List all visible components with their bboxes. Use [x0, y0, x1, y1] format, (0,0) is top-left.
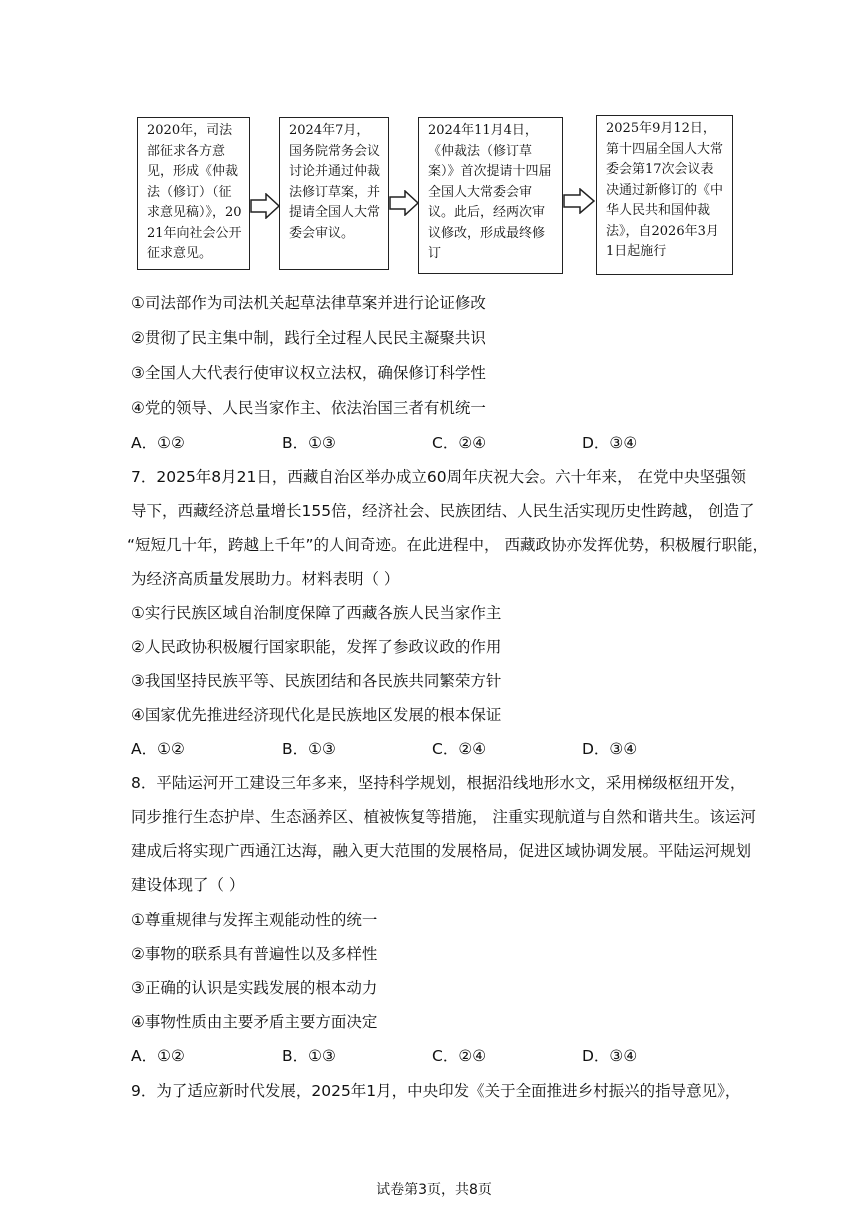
q7-option-c: C．②④ [432, 740, 487, 758]
q6-option-d: D．③④ [582, 434, 638, 452]
q8-option-c: C．②④ [432, 1047, 487, 1065]
q7-stem-line: 为经济高质量发展助力。材料表明（ ） [131, 570, 400, 588]
q7-statement: ①实行民族区域自治制度保障了西藏各族人民当家作主 [131, 604, 502, 622]
q7-option-a: A．①② [131, 740, 185, 758]
q7-statement: ④国家优先推进经济现代化是民族地区发展的根本保证 [131, 706, 502, 724]
q9-stem-line: 9．为了适应新时代发展，2025年1月，中央印发《关于全面推进乡村振兴的指导意见》， [131, 1082, 741, 1100]
right-arrow-icon [250, 193, 280, 219]
flow-step-2 [279, 117, 389, 270]
q7-statement: ③我国坚持民族平等、民族团结和各民族共同繁荣方针 [131, 672, 502, 690]
q6-statement: ①司法部作为司法机关起草法律草案并进行论证修改 [131, 294, 486, 312]
q6-option-c: C．②④ [432, 434, 487, 452]
q7-stem-line: 导下，西藏经济总量增长155倍，经济社会、民族团结、人民生活实现历史性跨越， 创造了 [131, 502, 755, 520]
q6-statement: ②贯彻了民主集中制，践行全过程人民民主凝聚共识 [131, 329, 486, 347]
q8-statement: ③正确的认识是实践发展的根本动力 [131, 979, 378, 997]
flow-step-3-text: 2024年11月4日，《仲裁法（修订草案）》首次提请十四届全国人大常委会审议。此后，经两次审议修改，形成最终修订 [428, 123, 552, 261]
q7-stem-line: “短短几十年，跨越上千年”的人间奇迹。在此进程中， 西藏政协亦发挥优势，积极履行职能， [127, 536, 768, 554]
flow-step-3 [418, 117, 563, 274]
q8-option-a: A．①② [131, 1047, 185, 1065]
q8-option-b: B．①③ [282, 1047, 336, 1065]
q8-stem-line: 同步推行生态护岸、生态涵养区、植被恢复等措施， 注重实现航道与自然和谐共生。该运河 [131, 808, 756, 826]
flow-step-4-text: 2025年9月12日，第十四届全国人大常委会第17次会议表决通过新修订的《中华人民共和国仲裁法》，自2026年3月1日起施行 [606, 121, 724, 259]
q8-statement: ④事物性质由主要矛盾主要方面决定 [131, 1013, 378, 1031]
q6-statement: ③全国人大代表行使审议权立法权，确保修订科学性 [131, 364, 486, 382]
flow-step-4 [596, 115, 733, 275]
q7-option-d: D．③④ [582, 740, 638, 758]
q7-statement: ②人民政协积极履行国家职能，发挥了参政议政的作用 [131, 638, 502, 656]
right-arrow-icon [389, 190, 419, 216]
q6-option-a: A．①② [131, 434, 185, 452]
flow-step-1-text: 2020年，司法部征求各方意见，形成《仲裁法（修订）（征求意见稿）》，2021年向社会公开征求意见。 [147, 123, 242, 261]
q8-stem-line: 8．平陆运河开工建设三年多来，坚持科学规划，根据沿线地形水文，采用梯级枢纽开发， [131, 774, 746, 792]
q7-option-b: B．①③ [282, 740, 336, 758]
page-footer: 试卷第3页，共8页 [376, 1182, 492, 1198]
q7-stem-line: 7．2025年8月21日，西藏自治区举办成立60周年庆祝大会。六十年来， 在党中央坚强领 [131, 468, 747, 486]
q6-option-b: B．①③ [282, 434, 336, 452]
flow-step-1 [137, 117, 250, 270]
q8-stem-line: 建设体现了（ ） [131, 876, 245, 894]
q8-statement: ②事物的联系具有普遍性以及多样性 [131, 945, 378, 963]
q8-statement: ①尊重规律与发挥主观能动性的统一 [131, 911, 378, 929]
flow-step-2-text: 2024年7月，国务院常务会议讨论并通过仲裁法修订草案，并提请全国人大常委会审议。 [289, 123, 381, 241]
right-arrow-icon [563, 188, 595, 214]
q8-stem-line: 建成后将实现广西通江达海，融入更大范围的发展格局，促进区域协调发展。平陆运河规划 [131, 842, 752, 860]
q8-option-d: D．③④ [582, 1047, 638, 1065]
q6-statement: ④党的领导、人民当家作主、依法治国三者有机统一 [131, 399, 486, 417]
